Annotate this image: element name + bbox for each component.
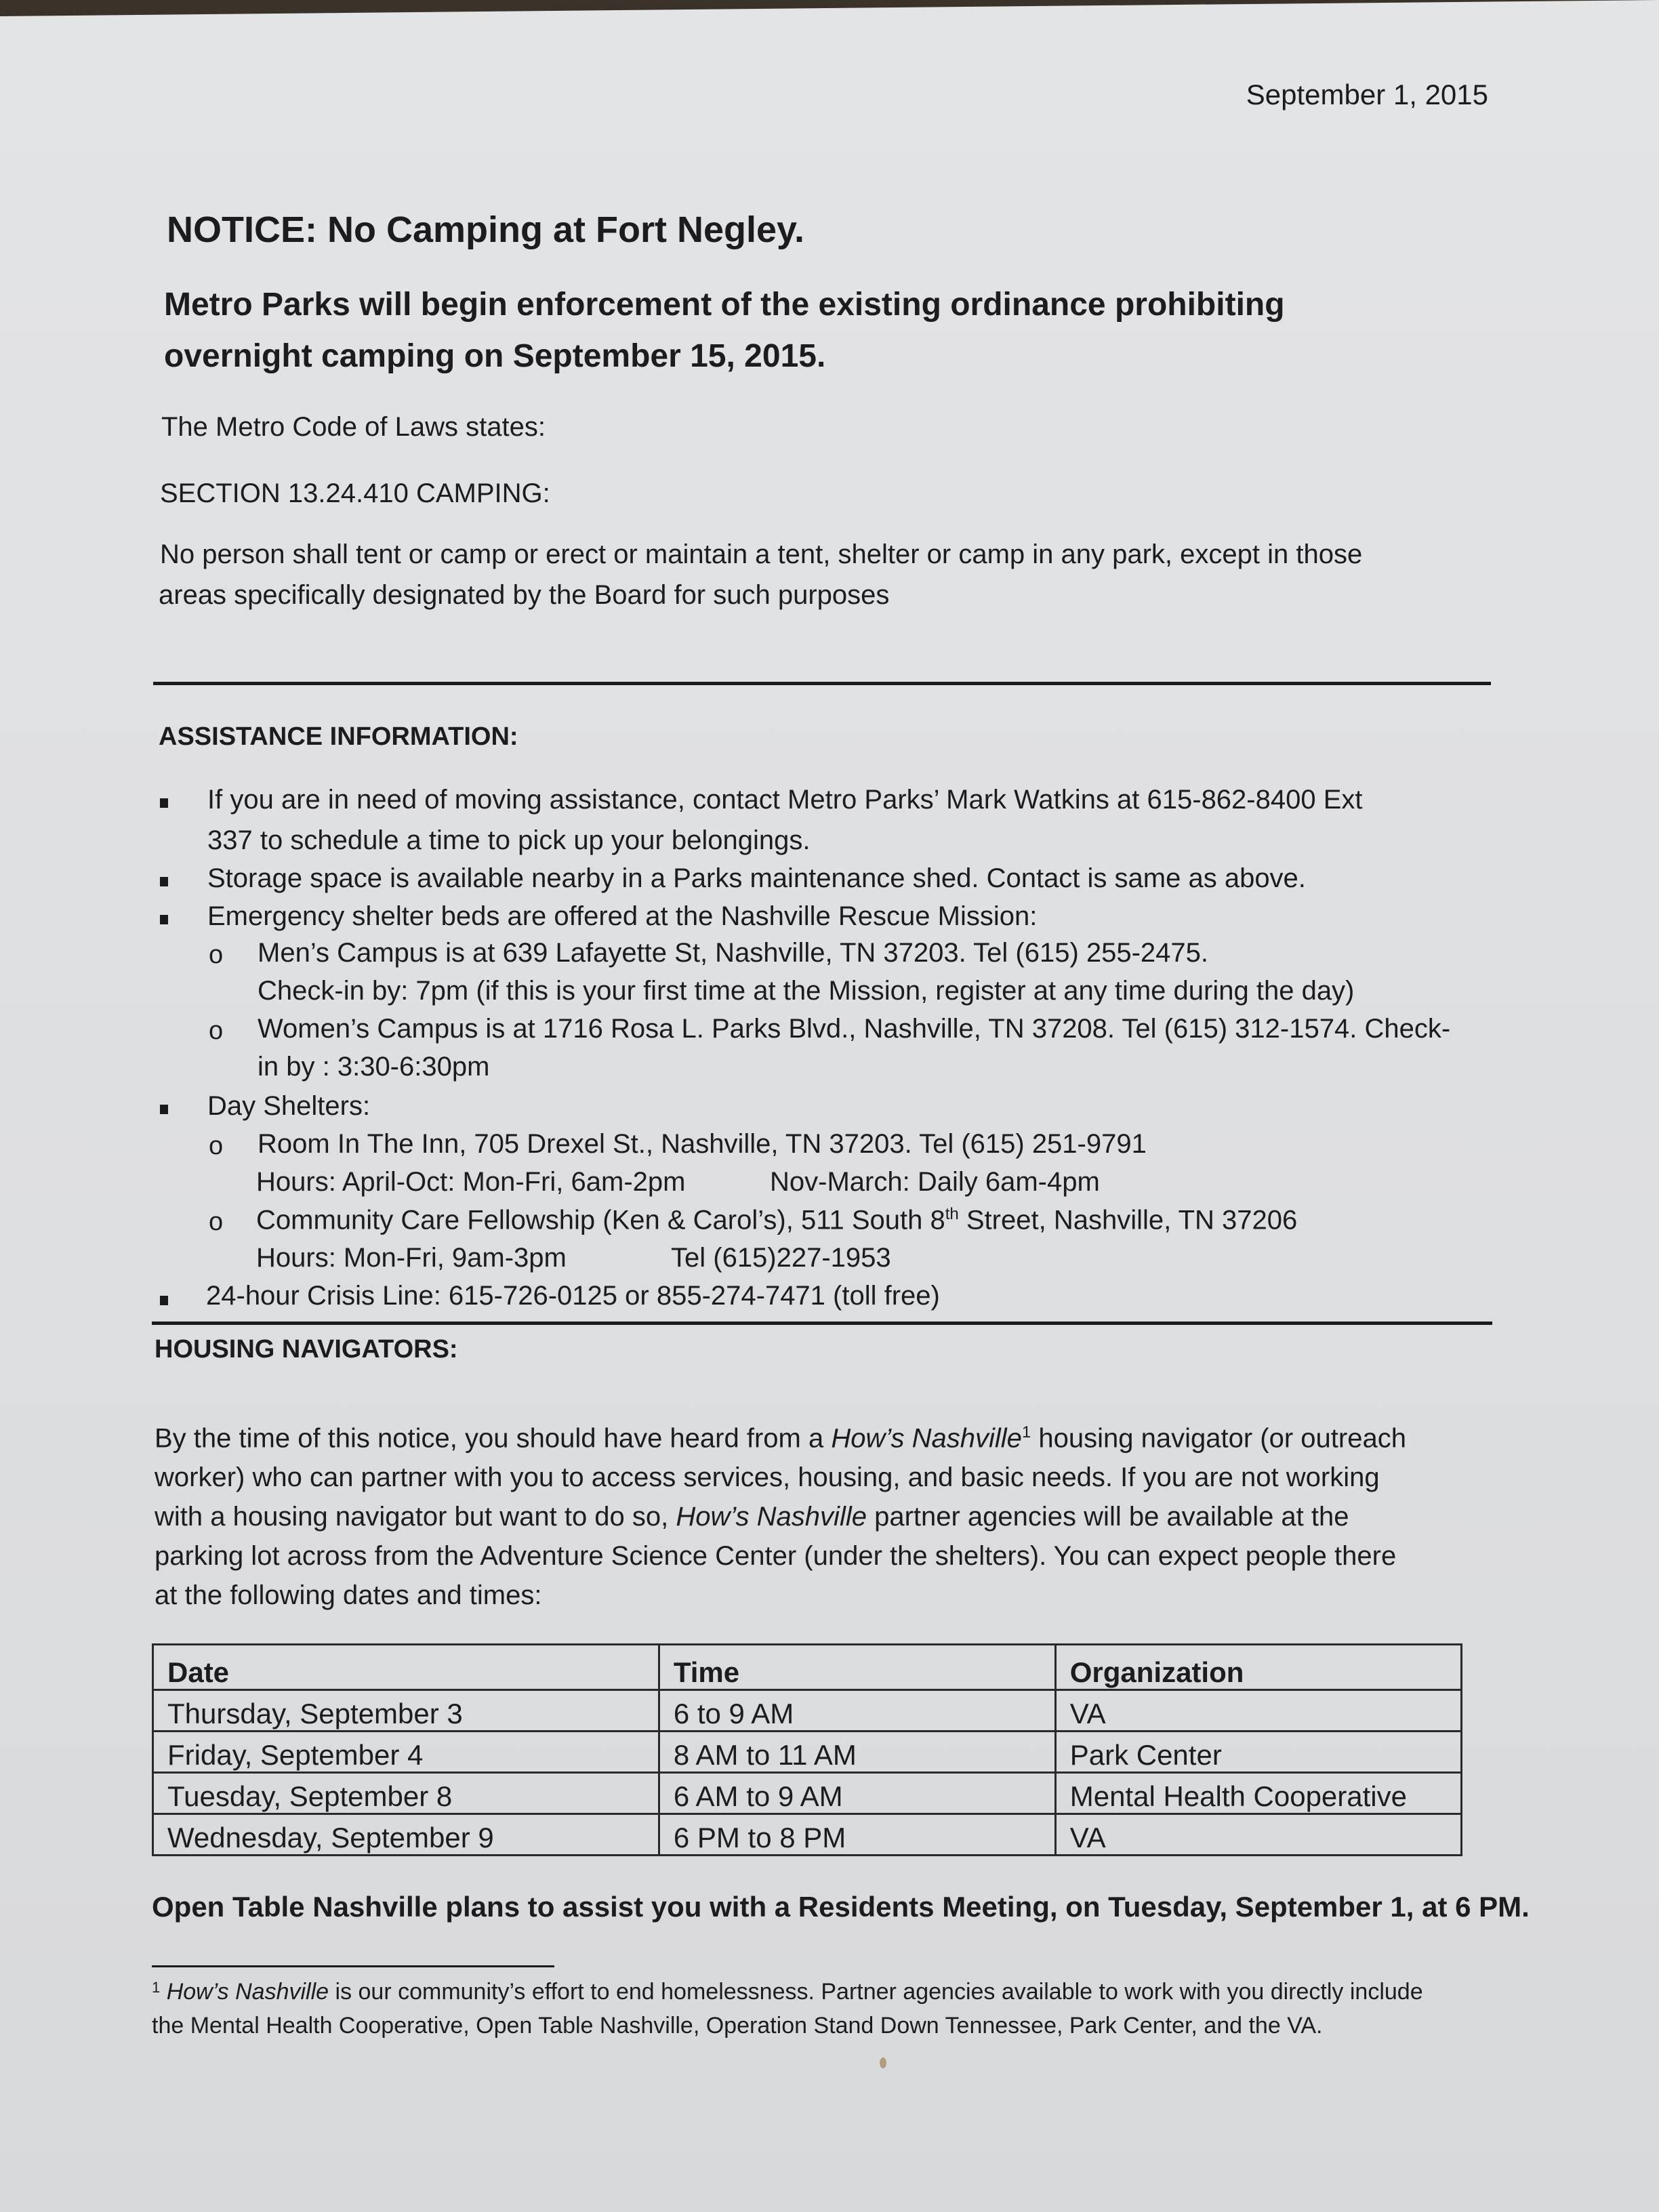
community-care-tel: Tel (615)227-1953 — [671, 1243, 891, 1273]
subtitle-line: overnight camping on September 15, 2015. — [164, 338, 826, 374]
bullet-icon — [160, 915, 168, 924]
circle-bullet-icon: o — [209, 1017, 224, 1045]
section-divider — [152, 1322, 1492, 1325]
section-divider — [153, 682, 1491, 685]
circle-bullet-icon: o — [209, 1132, 224, 1160]
column-header: Organization — [1055, 1645, 1461, 1690]
room-in-the-inn-line: Room In The Inn, 705 Drexel St., Nashville, TN 37203. Tel (615) 251-9791 — [258, 1129, 1147, 1159]
storage-line: Storage space is available nearby in a Parks maintenance shed. Contact is same as above. — [207, 863, 1306, 893]
bullet-icon — [160, 1105, 168, 1114]
assistance-heading: ASSISTANCE INFORMATION: — [159, 722, 518, 751]
date-cell: Thursday, September 3 — [153, 1690, 659, 1732]
footnote-number: 1 — [152, 1979, 161, 1996]
bullet-icon — [160, 1296, 168, 1305]
footnote-text: is our community’s effort to end homelessness. Partner agencies available to work with you directly include — [329, 1979, 1423, 2005]
womens-campus-line: in by : 3:30-6:30pm — [258, 1052, 490, 1082]
housing-paragraph-line — [155, 1502, 1349, 1532]
hows-nashville-name: How’s Nashville — [166, 1979, 329, 2005]
organization-cell: Park Center — [1055, 1732, 1461, 1773]
community-care-text: Community Care Fellowship (Ken & Carol’s), 511 South 8 — [256, 1205, 945, 1235]
schedule-table — [152, 1643, 1462, 1856]
notice-date: September 1, 2015 — [1246, 79, 1488, 110]
time-cell: 6 PM to 8 PM — [659, 1814, 1055, 1856]
table-row — [153, 1814, 1462, 1856]
footnote-line: the Mental Health Cooperative, Open Table Nashville, Operation Stand Down Tennessee, Park Center, and the VA. — [152, 2013, 1323, 2039]
mens-campus-line: Men’s Campus is at 639 Lafayette St, Nashville, TN 37203. Tel (615) 255-2475. — [258, 938, 1209, 968]
footnote-line — [152, 1979, 1423, 2005]
hows-nashville-name: How’s Nashville — [676, 1502, 867, 1532]
moving-assistance-line: 337 to schedule a time to pick up your belongings. — [207, 825, 811, 855]
bullet-icon — [160, 798, 168, 808]
date-cell: Tuesday, September 8 — [153, 1773, 659, 1814]
community-care-hours: Hours: Mon-Fri, 9am-3pm — [256, 1243, 567, 1273]
circle-bullet-icon: o — [209, 1208, 224, 1236]
day-shelters-label: Day Shelters: — [207, 1091, 371, 1121]
housing-paragraph-line: at the following dates and times: — [155, 1580, 542, 1610]
time-cell: 6 to 9 AM — [659, 1690, 1055, 1732]
housing-paragraph-line: parking lot across from the Adventure Science Center (under the shelters). You can expect people there — [155, 1541, 1397, 1571]
circle-bullet-icon: o — [209, 941, 224, 969]
table-header-row — [153, 1645, 1462, 1690]
code-text-line: areas specifically designated by the Board for such purposes — [159, 580, 890, 610]
housing-paragraph-line: worker) who can partner with you to access services, housing, and basic needs. If you are not working — [155, 1462, 1380, 1492]
housing-text: housing navigator (or outreach — [1031, 1423, 1406, 1454]
organization-cell: Mental Health Cooperative — [1055, 1773, 1461, 1814]
code-intro: The Metro Code of Laws states: — [161, 412, 546, 442]
housing-text: By the time of this notice, you should have heard from a — [155, 1423, 832, 1454]
community-care-line — [256, 1205, 1297, 1235]
organization-cell: VA — [1055, 1814, 1461, 1856]
notice-subtitle — [164, 279, 1285, 382]
mens-campus-line: Check-in by: 7pm (if this is your first time at the Mission, register at any time during the day) — [258, 976, 1355, 1006]
column-header: Time — [659, 1645, 1055, 1690]
housing-text: with a housing navigator but want to do so, — [155, 1502, 676, 1532]
time-cell: 6 AM to 9 AM — [659, 1773, 1055, 1814]
date-cell: Friday, September 4 — [153, 1732, 659, 1773]
housing-text: partner agencies will be available at the — [866, 1502, 1349, 1532]
moving-assistance-line: If you are in need of moving assistance, contact Metro Parks’ Mark Watkins at 615-862-8400 Ext — [207, 785, 1363, 815]
hows-nashville-name: How’s Nashville — [831, 1423, 1022, 1454]
bullet-icon — [160, 877, 168, 886]
womens-campus-line: Women’s Campus is at 1716 Rosa L. Parks Blvd., Nashville, TN 37208. Tel (615) 312-1574. Check- — [258, 1014, 1451, 1044]
code-section: SECTION 13.24.410 CAMPING: — [160, 478, 550, 508]
emergency-shelter-line: Emergency shelter beds are offered at the Nashville Rescue Mission: — [207, 901, 1038, 931]
table-row — [153, 1773, 1462, 1814]
notice-title: NOTICE: No Camping at Fort Negley. — [167, 209, 805, 250]
date-cell: Wednesday, September 9 — [153, 1814, 659, 1856]
code-text-line: No person shall tent or camp or erect or maintain a tent, shelter or camp in any park, except in those — [160, 539, 1363, 569]
community-care-text: Street, Nashville, TN 37206 — [958, 1205, 1298, 1235]
footnote-ref: 1 — [1021, 1423, 1031, 1441]
crisis-line: 24-hour Crisis Line: 615-726-0125 or 855-274-7471 (toll free) — [206, 1281, 940, 1311]
organization-cell: VA — [1055, 1690, 1461, 1732]
room-in-the-inn-hours: Hours: April-Oct: Mon-Fri, 6am-2pm — [256, 1167, 686, 1197]
paper-mark — [880, 2057, 886, 2068]
column-header: Date — [153, 1645, 659, 1690]
ordinal-suffix: th — [945, 1205, 959, 1223]
housing-heading: HOUSING NAVIGATORS: — [155, 1335, 458, 1364]
footnote-divider — [152, 1965, 554, 1967]
table-row — [153, 1690, 1462, 1732]
housing-paragraph-line — [155, 1423, 1406, 1454]
residents-meeting-notice: Open Table Nashville plans to assist you with a Residents Meeting, on Tuesday, September 1, at 6 PM. — [152, 1891, 1530, 1923]
table-row — [153, 1732, 1462, 1773]
time-cell: 8 AM to 11 AM — [659, 1732, 1055, 1773]
room-in-the-inn-hours: Nov-March: Daily 6am-4pm — [770, 1167, 1100, 1197]
subtitle-line: Metro Parks will begin enforcement of the existing ordinance prohibiting — [164, 287, 1285, 323]
